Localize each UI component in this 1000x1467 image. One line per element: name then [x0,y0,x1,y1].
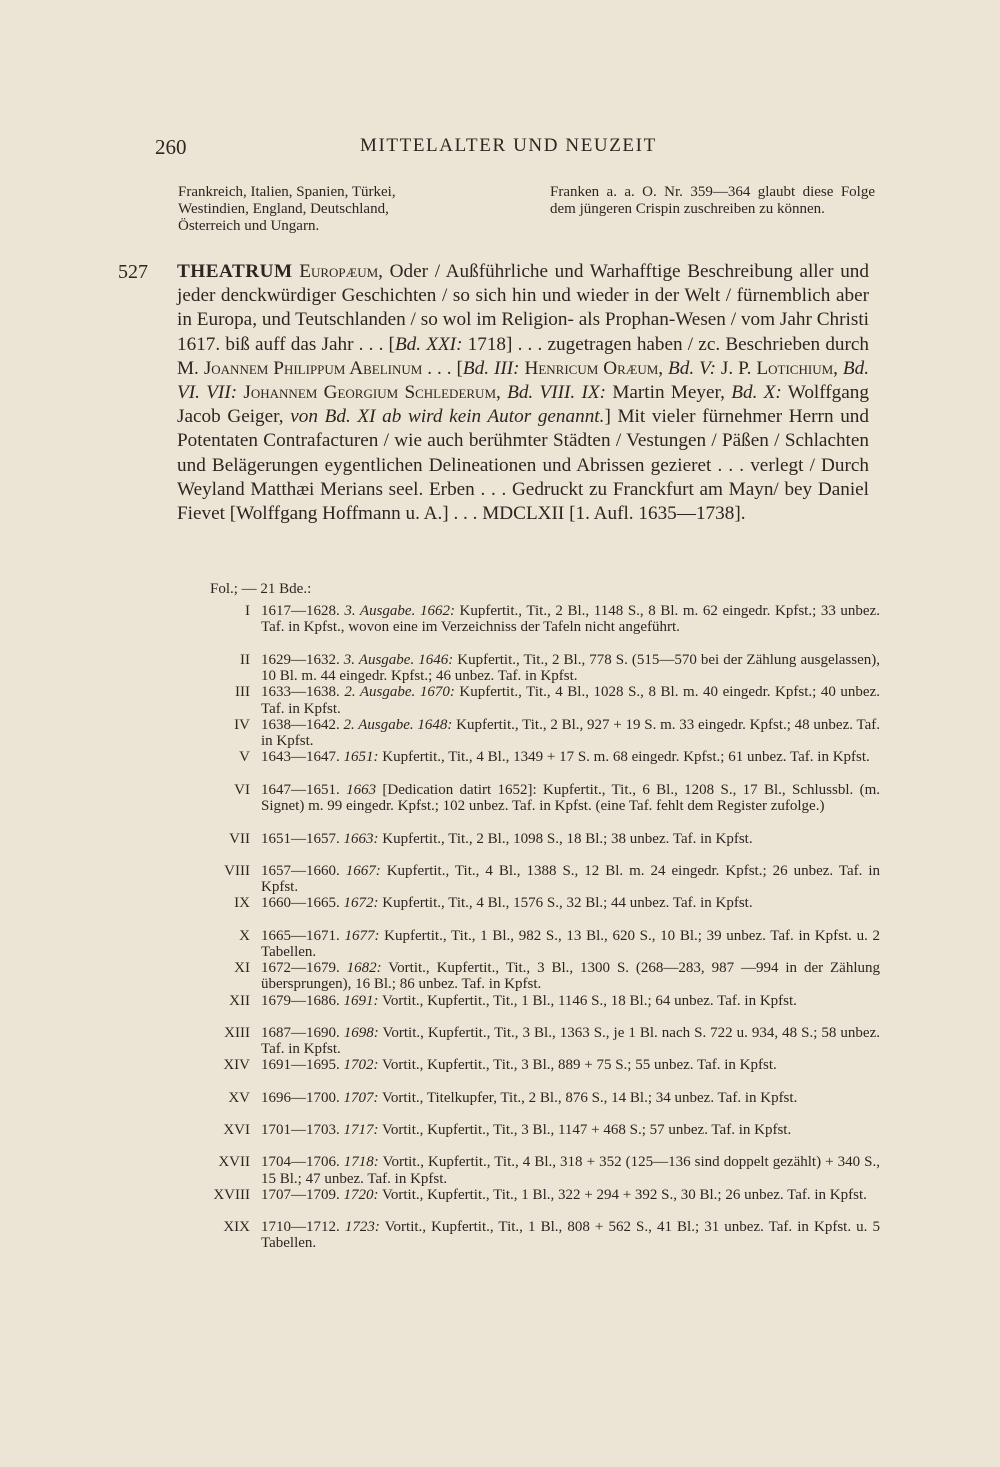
volume-number: II [240,652,250,668]
volume-text: 1617—1628. 3. Ausgabe. 1662: Kupfertit., Tit., 2 Bl., 1148 S., 8 Bl. m. 62 eingedr. Kpfst.; 33 unbez. Taf. in Kpfst., wovon eine im Verzeichniss der Tafeln nicht angeführt. [261,603,880,636]
volume-number: XI [234,960,250,977]
editorial-note: von Bd. XI ab wird kein Autor genannt. [283,406,605,428]
volume-ref: Bd. X: [724,382,782,404]
volume-number: V [239,749,250,766]
author-name: Henricum Oræum, [519,357,664,379]
volume-item [180,993,880,1025]
volume-number: III [235,684,250,701]
volume-text: 1657—1660. 1667: Kupfertit., Tit., 4 Bl., 1388 S., 12 Bl. m. 24 eingedr. Kpfst.; 26 unbez. Taf. in Kpfst. [261,862,881,896]
intro-line: Frankreich, Italien, Spanien, Türkei, [178,184,396,200]
volume-text: 1672—1679. 1682: Vortit., Kupfertit., Tit., 3 Bl., 1300 S. (268—283, 987 —994 in der Zählung übersprungen), 16 Bl.; 86 unbez. Taf. in Kpfst. [261,960,880,993]
volume-text: 1638—1642. 2. Ausgabe. 1648: Kupfertit., Tit., 2 Bl., 927 + 19 S. m. 33 eingedr. Kpfst.; 48 unbez. Taf. in Kpfst. [261,716,880,749]
volume-number: XIII [224,1024,250,1041]
volume-text: 1707—1709. 1720: Vortit., Kupfertit., Tit., 1 Bl., 322 + 294 + 392 S., 30 Bl.; 26 unbez. Taf. in Kpfst. [261,1186,867,1203]
volume-text: 1687—1690. 1698: Vortit., Kupfertit., Tit., 3 Bl., 1363 S., je 1 Bl. nach S. 722 u. 934, 48 S.; 58 unbez. Taf. in Kpfst. [261,1024,880,1058]
volume-number: VI [234,781,250,798]
volume-text: 1629—1632. 3. Ausgabe. 1646: Kupfertit., Tit., 2 Bl., 778 S. (515—570 bei der Zählung ausgelassen), 10 Bl. m. 44 eingedr. Kpfst.; 46 unbez. Taf. in Kpfst. [261,652,881,685]
volume-item [180,1057,880,1089]
volume-number: X [239,927,250,944]
volume-number: I [245,603,250,619]
volume-item [180,652,880,684]
entry-text: ] Mit vieler fürnehmer Herrn und Potentaten Contrafacturen / wie auch berühmter Städten / Vestungen / Päßen / Schlachten und Belägerungen eygentlichen Delineationen und Abrissen gezieret . . . verlegt / Durch Weyland Matthæi Merians seel. Erben . . . Gedruckt zu Franckfurt am Mayn/ bey Daniel Fievet [Wolffgang Hoffmann u. A.] . . . MDCLXII [1. Aufl. 1635—1738]. [177,406,869,525]
volume-text: 1647—1651. 1663 [Dedication datirt 1652]: Kupfertit., Tit., 6 Bl., 1208 S., 17 Bl., Schlussbl. (m. Signet) m. 99 eingedr. Kpfst.; 102 unbez. Taf. in Kpfst. (eine Taf. fehlt dem Register zufolge.) [261,781,880,814]
volume-number: XIV [223,1057,250,1074]
volume-number: XII [229,992,250,1009]
volume-number: IX [234,895,250,912]
volume-number: XV [228,1089,250,1106]
volume-number: IV [234,716,250,733]
volume-ref: Bd. III: [462,357,520,379]
volume-item [180,895,880,927]
volume-number: XIX [223,1219,250,1236]
entry-text: . . . [ [422,357,463,379]
entry-title: THEATRUM [177,261,293,282]
running-title: MITTELALTER UND NEUZEIT [360,135,657,156]
volume-number: XVI [223,1122,250,1139]
volume-item [180,960,880,992]
volume-text: 1651—1657. 1663: Kupfertit., Tit., 2 Bl., 1098 S., 18 Bl.; 38 unbez. Taf. in Kpfst. [261,830,753,847]
volume-item [180,1122,880,1154]
volume-text: 1710—1712. 1723: Vortit., Kupfertit., Tit., 1 Bl., 808 + 562 S., 41 Bl.; 31 unbez. Taf. in Kpfst. u. 5 Tabellen. [261,1219,881,1252]
volume-item [180,1219,880,1251]
author-name: J. P. Lotichium, [715,357,838,379]
volume-number: VIII [224,862,250,879]
entry-text: Oder / Außführliche und Warhafftige Beschreibung aller und jeder denckwürdiger Geschichten / so sich hin und wieder in der Welt / fürnemblich aber in Europa, und Teutschlanden / so wol im Religion- als Prophan-Wesen / vom Jahr Christi 1617. biß auff das Jahr . . . [ [177,261,869,355]
volume-text: 1691—1695. 1702: Vortit., Kupfertit., Tit., 3 Bl., 889 + 75 S.; 55 unbez. Taf. in Kpfst. [261,1057,777,1074]
volume-text: 1701—1703. 1717: Vortit., Kupfertit., Tit., 3 Bl., 1147 + 468 S.; 57 unbez. Taf. in Kpfst. [261,1122,792,1139]
volume-item [180,1090,880,1122]
volume-text: 1665—1671. 1677: Kupfertit., Tit., 1 Bl., 982 S., 13 Bl., 620 S., 10 Bl.; 39 unbez. Taf. in Kpfst. u. 2 Tabellen. [261,927,880,960]
intro-line: Westindien, England, Deutschland, [178,201,389,217]
author-name: Joannem Philippum Abelinum [203,357,423,379]
entry-number: 527 [118,261,148,283]
entry-text: Wolffgang Jacob Geiger, [177,382,869,428]
volume-number: XVIII [213,1186,250,1203]
volume-item [180,684,880,716]
volume-item [180,1025,880,1057]
volume-ref: Bd. VIII. IX: [500,382,607,404]
volume-ref: Bd. VI. VII: [177,357,869,404]
volume-item [180,928,880,960]
volume-number: VII [229,830,250,847]
volume-number: XVII [218,1154,250,1171]
volume-item [180,831,880,863]
intro-block [178,184,873,244]
volume-item [180,717,880,749]
volume-item [180,749,880,781]
volume-list [180,603,880,1252]
volume-item [180,603,880,652]
format-line: Fol.; — 21 Bde.: [210,581,312,597]
intro-countries [178,184,533,235]
volume-item [180,1187,880,1219]
entry-description [177,260,869,526]
volume-text: 1660—1665. 1672: Kupfertit., Tit., 4 Bl., 1576 S., 32 Bl.; 44 unbez. Taf. in Kpfst. [261,895,753,912]
entry-title-sc: Europæum, [299,261,383,282]
page-number: 260 [155,135,187,159]
running-header [155,135,675,165]
volume-item [180,782,880,831]
intro-note: Franken a. a. O. Nr. 359—364 glaubt diese Folge dem jüngeren Crispin zuschreiben zu können. [550,184,875,217]
volume-ref: Bd. V: [663,357,716,379]
author-name: Johannem Georgium Schlederum, [237,382,501,404]
volume-text: 1679—1686. 1691: Vortit., Kupfertit., Tit., 1 Bl., 1146 S., 18 Bl.; 64 unbez. Taf. in Kpfst. [261,992,797,1009]
volume-item [180,1154,880,1186]
volume-text: 1633—1638. 2. Ausgabe. 1670: Kupfertit., Tit., 4 Bl., 1028 S., 8 Bl. m. 40 eingedr. Kpfst.; 40 unbez. Taf. in Kpfst. [261,684,880,717]
volume-ref: Bd. XXI: [394,333,463,355]
entry-text: 1718] . . . zugetragen haben / zc. Beschrieben durch M. [177,333,870,379]
volume-text: 1696—1700. 1707: Vortit., Titelkupfer, Tit., 2 Bl., 876 S., 14 Bl.; 34 unbez. Taf. in Kpfst. [261,1089,798,1106]
volume-item [180,863,880,895]
volume-text: 1643—1647. 1651: Kupfertit., Tit., 4 Bl., 1349 + 17 S. m. 68 eingedr. Kpfst.; 61 unbez. Taf. in Kpfst. [261,749,870,766]
entry-text: Martin Meyer, [606,382,725,404]
intro-line: Österreich und Ungarn. [178,218,320,234]
volume-text: 1704—1706. 1718: Vortit., Kupfertit., Tit., 4 Bl., 318 + 352 (125—136 sind doppelt gezählt) + 340 S., 15 Bl.; 47 unbez. Taf. in Kpfst. [261,1154,880,1187]
